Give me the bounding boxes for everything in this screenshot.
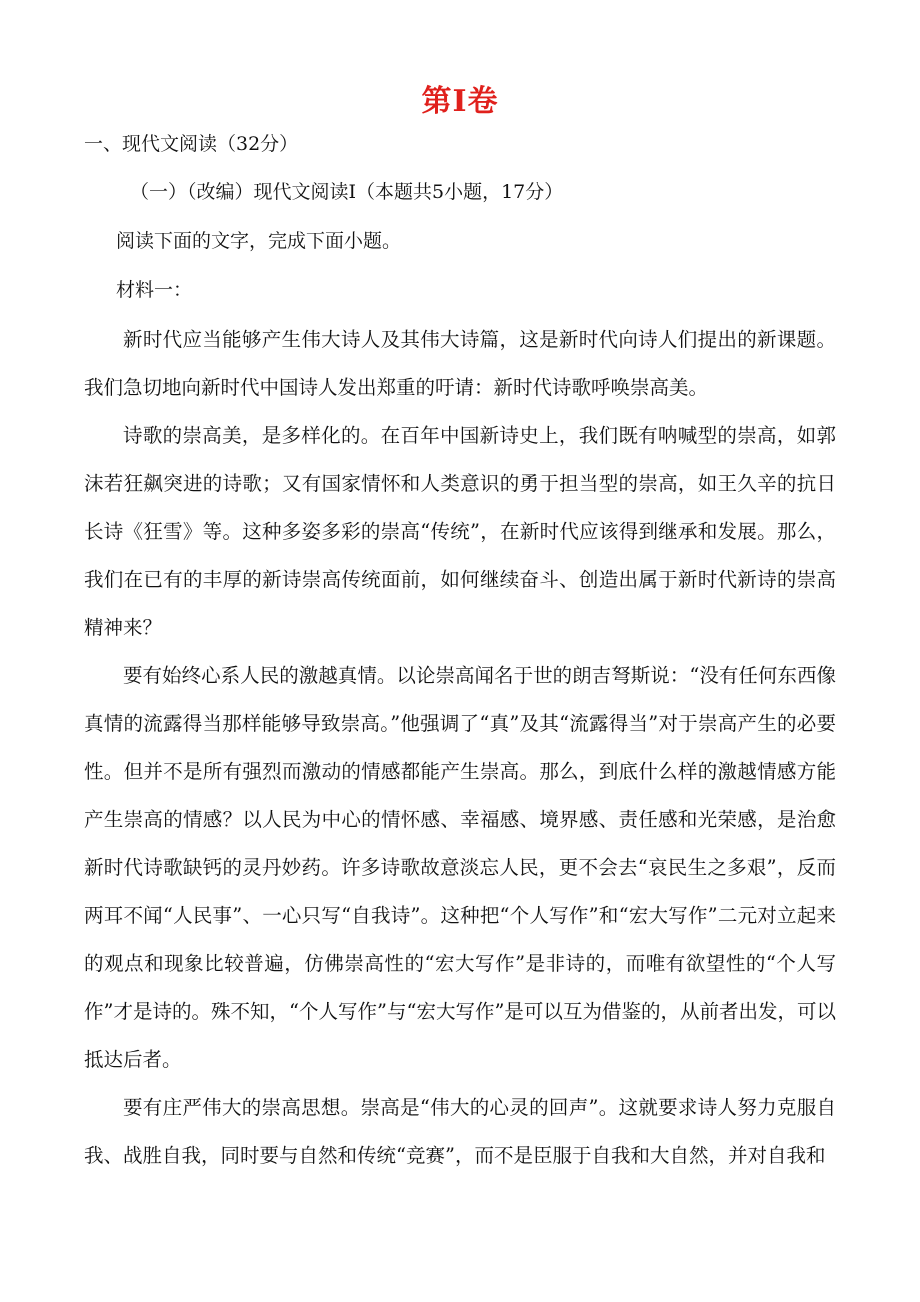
material-label: 材料一： bbox=[116, 279, 193, 301]
paragraph: 新时代应当能够产生伟大诗人及其伟大诗篇，这是新时代向诗人们提出的新课题。我们急切地向新时代中国诗人发出郑重的吁请：新时代诗歌呼唤崇高美。 bbox=[84, 328, 836, 399]
paragraph: 要有庄严伟大的崇高思想。崇高是“伟大的心灵的回声”。这就要求诗人努力克服自我、战胜自我，同时要与自然和传统“竞赛”，而不是臣服于自我和大自然，并对自我和 bbox=[84, 1096, 836, 1167]
paragraph: 诗歌的崇高美，是多样化的。在百年中国新诗史上，我们既有呐喊型的崇高，如郭沫若狂飙突进的诗歌；又有国家情怀和人类意识的勇于担当型的崇高，如王久辛的抗日长诗《狂雪》等。这种多姿多彩的崇高“传统”，在新时代应该得到继承和发展。那么，我们在已有的丰厚的新诗崇高传统面前，如何继续奋斗、创造出属于新时代新诗的崇高精神来？ bbox=[84, 424, 836, 639]
passage-body bbox=[84, 316, 836, 1180]
sub-heading: （一）（改编）现代文阅读Ⅰ（本题共5小题，17分） bbox=[130, 181, 564, 203]
paragraph: 要有始终心系人民的激越真情。以论崇高闻名于世的朗吉弩斯说：“没有任何东西像真情的流露得当那样能够导致崇高。”他强调了“真”及其“流露得当”对于崇高产生的必要性。但并不是所有强烈而激动的情感都能产生崇高。那么，到底什么样的激越情感方能产生崇高的情感？以人民为中心的情怀感、幸福感、境界感、责任感和光荣感，是治愈新时代诗歌缺钙的灵丹妙药。许多诗歌故意淡忘人民，更不会去“哀民生之多艰”，反而两耳不闻“人民事”、一心只写“自我诗”。这种把“个人写作”和“宏大写作”二元对立起来的观点和现象比较普遍，仿佛崇高性的“宏大写作”是非诗的，而唯有欲望性的“个人写作”才是诗的。殊不知，“个人写作”与“宏大写作”是可以互为借鉴的，从前者出发，可以抵达后者。 bbox=[84, 664, 836, 1071]
instruction-text: 阅读下面的文字，完成下面小题。 bbox=[116, 230, 402, 252]
section-heading: 一、现代文阅读（32分） bbox=[84, 133, 299, 155]
volume-title: 第Ⅰ卷 bbox=[421, 84, 499, 119]
